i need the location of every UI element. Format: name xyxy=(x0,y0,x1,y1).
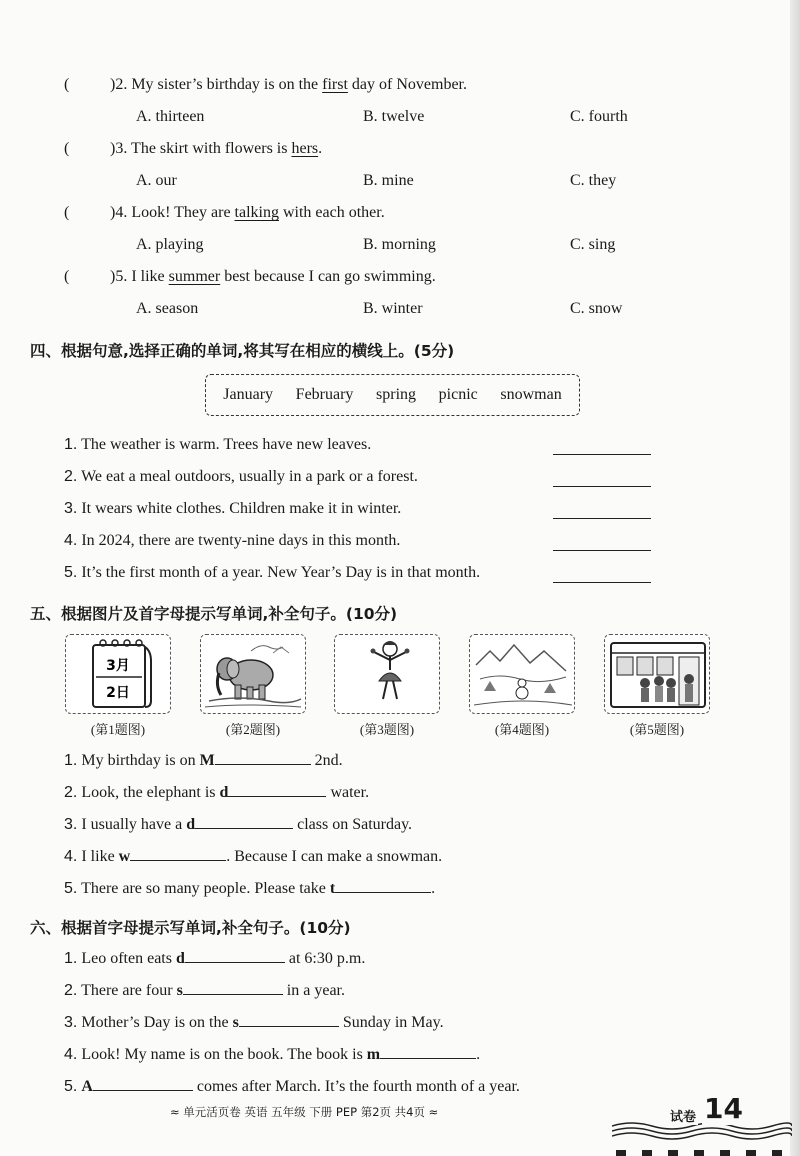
mcq-option-c: C. snow xyxy=(570,300,623,317)
calendar-icon xyxy=(66,635,171,714)
sec6-item: 4. Look! My name is on the book. The book is m . xyxy=(64,1046,481,1063)
section-4-title: 四、根据句意,选择正确的单词,将其写在相应的横线上。(5分) xyxy=(30,342,455,360)
sec5-item: 3. I usually have a d class on Saturday. xyxy=(64,816,413,833)
answer-blank[interactable] xyxy=(183,980,283,995)
mcq-question: )2. My sister’s birthday is on the first day of November. xyxy=(110,76,467,93)
picture-caption: (第1题图) xyxy=(90,722,146,737)
badge-label: 试卷 xyxy=(668,1106,698,1125)
calendar-day: 2日 xyxy=(106,685,130,701)
word-bank-word: February xyxy=(295,386,354,403)
answer-blank[interactable] xyxy=(195,814,293,829)
picture-caption: (第2题图) xyxy=(225,722,281,737)
section-5-title: 五、根据图片及首字母提示写单词,补全句子。(10分) xyxy=(30,605,398,623)
answer-blank[interactable] xyxy=(215,750,311,765)
mcq-option-b: B. mine xyxy=(363,172,414,189)
answer-blank[interactable] xyxy=(553,486,651,487)
picture-caption: (第5题图) xyxy=(629,722,685,737)
mcq-option-a: A. playing xyxy=(136,236,204,253)
sec4-item: 2. We eat a meal outdoors, usually in a park or a forest. xyxy=(64,468,418,485)
answer-blank[interactable] xyxy=(553,550,651,551)
sec6-item: 3. Mother’s Day is on the s Sunday in May. xyxy=(64,1014,444,1031)
sec4-item: 3. It wears white clothes. Children make it in winter. xyxy=(64,500,402,517)
picture-1-calendar xyxy=(65,634,171,714)
mcq-option-b: B. winter xyxy=(363,300,423,317)
word-bank-word: picnic xyxy=(438,386,478,403)
page-edge-shadow xyxy=(790,0,800,1156)
mcq-paren-open: ( xyxy=(64,140,70,157)
answer-blank[interactable] xyxy=(228,782,326,797)
picture-caption: (第3题图) xyxy=(359,722,415,737)
sec6-item: 2. There are four s in a year. xyxy=(64,982,345,999)
elephant-drinking-icon xyxy=(201,635,306,714)
answer-blank[interactable] xyxy=(185,948,285,963)
word-bank-word: spring xyxy=(376,386,417,403)
answer-blank[interactable] xyxy=(553,454,651,455)
sec5-item: 1. My birthday is on M 2nd. xyxy=(64,752,343,769)
word-bank-word: snowman xyxy=(500,386,562,403)
sec4-item: 1. The weather is warm. Trees have new leaves. xyxy=(64,436,372,453)
picture-4-winter xyxy=(469,634,575,714)
dancing-girl-icon xyxy=(335,635,440,714)
bus-crowd-icon xyxy=(605,635,710,714)
calendar-month: 3月 xyxy=(106,658,130,674)
picture-3-dancer xyxy=(334,634,440,714)
mcq-option-b: B. morning xyxy=(363,236,436,253)
sec4-item: 4. In 2024, there are twenty-nine days in this month. xyxy=(64,532,401,549)
mcq-option-a: A. thirteen xyxy=(136,108,205,125)
mcq-paren-open: ( xyxy=(64,204,70,221)
mcq-option-a: A. our xyxy=(136,172,177,189)
mcq-option-b: B. twelve xyxy=(363,108,425,125)
sec6-item: 5. A comes after March. It’s the fourth month of a year. xyxy=(64,1078,520,1095)
sec4-item: 5. It’s the first month of a year. New Year’s Day is in that month. xyxy=(64,564,481,581)
word-bank xyxy=(205,374,580,416)
picture-2-elephant xyxy=(200,634,306,714)
answer-blank[interactable] xyxy=(380,1044,476,1059)
sec5-item: 4. I like w . Because I can make a snowman. xyxy=(64,848,443,865)
page-badge xyxy=(612,1090,792,1156)
mcq-question: )4. Look! They are talking with each other. xyxy=(110,204,385,221)
picture-caption: (第4题图) xyxy=(494,722,550,737)
answer-blank[interactable] xyxy=(239,1012,339,1027)
sec6-item: 1. Leo often eats d at 6:30 p.m. xyxy=(64,950,366,967)
answer-blank[interactable] xyxy=(553,582,651,583)
answer-blank[interactable] xyxy=(130,846,226,861)
answer-blank[interactable] xyxy=(553,518,651,519)
badge-number: 14 xyxy=(704,1092,743,1125)
mcq-question: )3. The skirt with flowers is hers. xyxy=(110,140,323,157)
answer-blank[interactable] xyxy=(335,878,431,893)
mcq-option-a: A. season xyxy=(136,300,199,317)
sec5-item: 5. There are so many people. Please take t . xyxy=(64,880,436,897)
mcq-option-c: C. sing xyxy=(570,236,616,253)
section-6-title: 六、根据首字母提示写单词,补全句子。(10分) xyxy=(30,919,351,937)
sec5-item: 2. Look, the elephant is d water. xyxy=(64,784,370,801)
mcq-option-c: C. fourth xyxy=(570,108,628,125)
page-footer: ≈ 单元活页卷 英语 五年级 下册 PEP 第2页 共4页 ≈ xyxy=(170,1105,439,1119)
mcq-paren-open: ( xyxy=(64,76,70,93)
answer-blank[interactable] xyxy=(93,1076,193,1091)
mcq-question: )5. I like summer best because I can go swimming. xyxy=(110,268,436,285)
mcq-option-c: C. they xyxy=(570,172,617,189)
word-bank-word: January xyxy=(223,386,274,403)
winter-scene-icon xyxy=(470,635,575,714)
mcq-paren-open: ( xyxy=(64,268,70,285)
picture-5-bus xyxy=(604,634,710,714)
